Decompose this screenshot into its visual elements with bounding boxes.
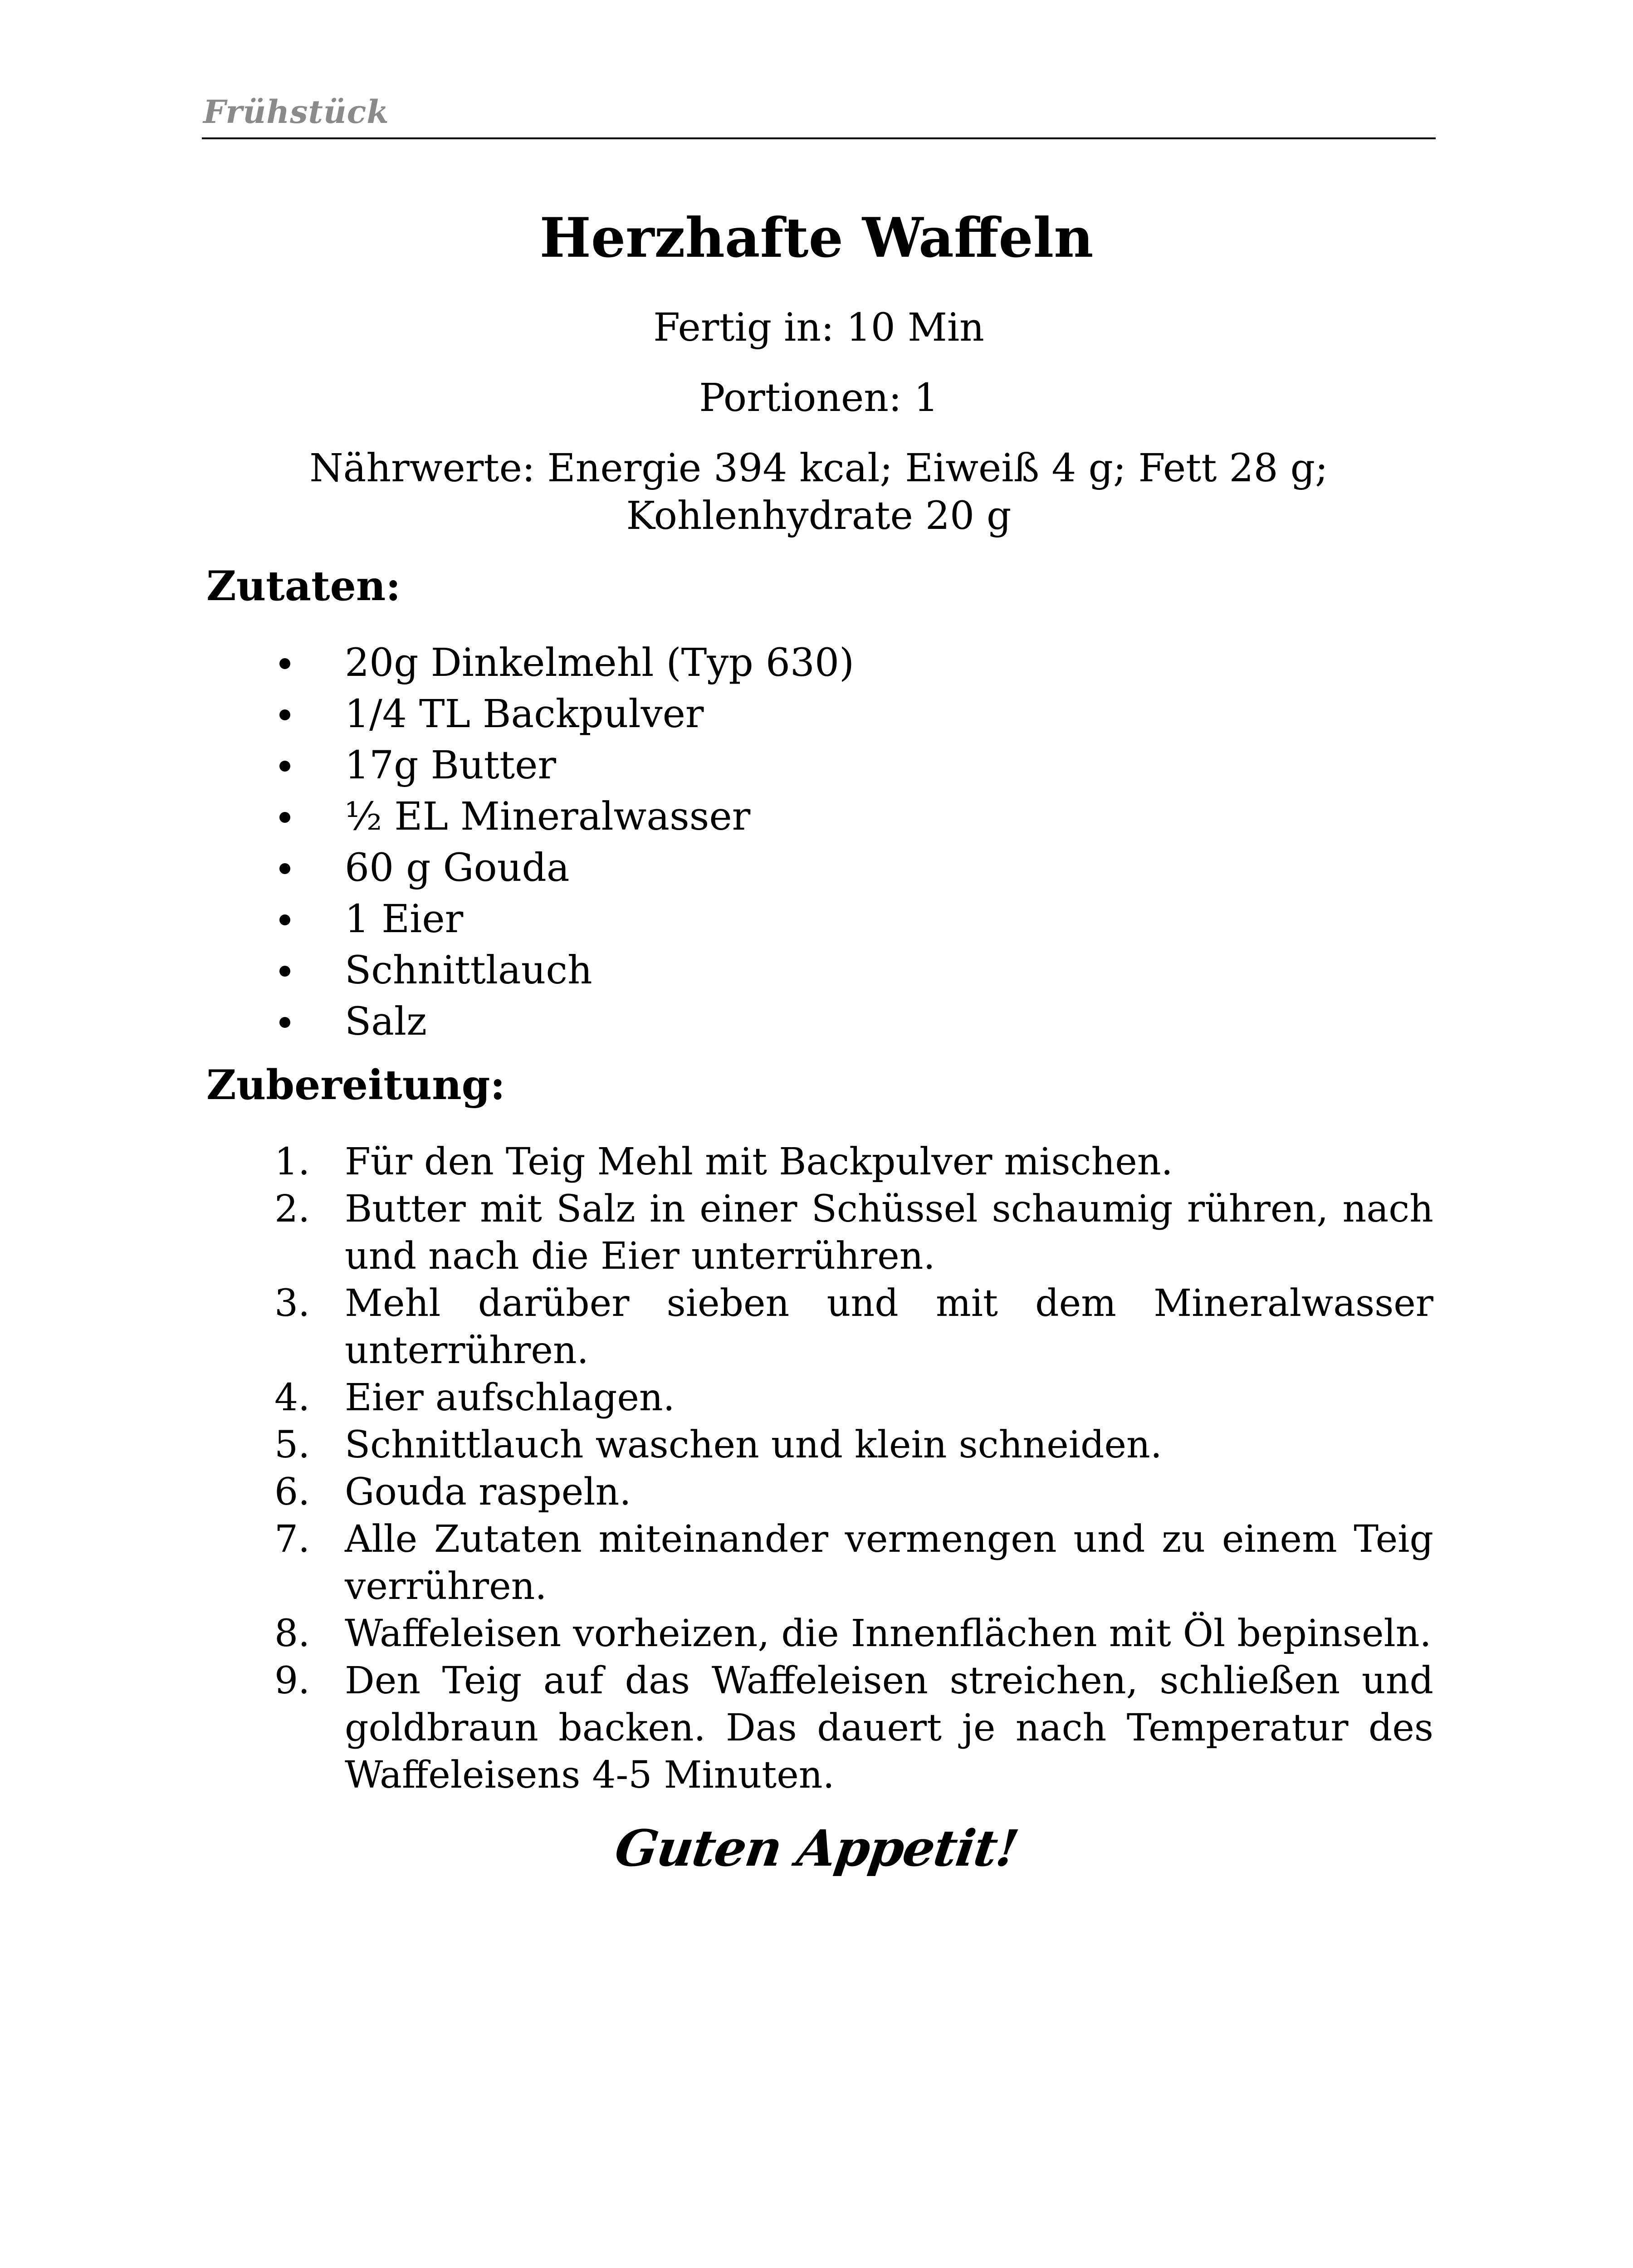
ingredients-list bbox=[254, 637, 854, 1047]
ingredient-item bbox=[254, 637, 854, 689]
step-item bbox=[254, 1374, 1433, 1422]
ingredient-item bbox=[254, 894, 854, 945]
bullet-icon bbox=[279, 863, 290, 874]
step-number: 7. bbox=[274, 1518, 310, 1561]
step-text: Den Teig auf das Waffeleisen streichen, schließen und goldbraun backen. Das dauert je nach Temperatur des Waffeleisens 4-5 Minuten. bbox=[345, 1659, 1433, 1797]
step-item bbox=[254, 1657, 1433, 1799]
bullet-icon bbox=[279, 658, 290, 669]
portions: Portionen: 1 bbox=[699, 376, 939, 420]
ingredient-text: 20g Dinkelmehl (Typ 630) bbox=[345, 640, 855, 685]
ingredient-item bbox=[254, 740, 854, 791]
running-header: Frühstück bbox=[203, 93, 389, 131]
ingredient-text: 17g Butter bbox=[345, 743, 557, 788]
ingredient-text: 1 Eier bbox=[345, 897, 464, 942]
step-item bbox=[254, 1186, 1433, 1280]
preparation-steps bbox=[254, 1139, 1433, 1799]
ingredient-item bbox=[254, 945, 854, 996]
header-rule bbox=[202, 137, 1436, 139]
step-text: Alle Zutaten miteinander vermengen und zu einem Teig verrühren. bbox=[345, 1518, 1433, 1608]
step-text: Butter mit Salz in einer Schüssel schaumig rühren, nach und nach die Eier unterrühren. bbox=[345, 1188, 1433, 1278]
prep-time: Fertig in: 10 Min bbox=[653, 305, 984, 350]
ingredient-text: Schnittlauch bbox=[345, 948, 592, 993]
ingredient-item bbox=[254, 996, 854, 1047]
step-number: 1. bbox=[274, 1140, 310, 1183]
ingredient-text: 60 g Gouda bbox=[345, 846, 570, 890]
ingredient-item bbox=[254, 689, 854, 740]
recipe-title: Herzhafte Waffeln bbox=[539, 206, 1094, 270]
ingredient-item bbox=[254, 842, 854, 894]
bullet-icon bbox=[279, 812, 290, 823]
ingredients-heading: Zutaten: bbox=[206, 562, 401, 610]
step-text: Eier aufschlagen. bbox=[345, 1376, 675, 1419]
bullet-icon bbox=[279, 966, 290, 977]
step-number: 3. bbox=[274, 1282, 310, 1325]
bullet-icon bbox=[279, 709, 290, 720]
bullet-icon bbox=[279, 761, 290, 772]
step-item bbox=[254, 1469, 1433, 1516]
step-text: Gouda raspeln. bbox=[345, 1471, 631, 1514]
step-item bbox=[254, 1610, 1433, 1657]
ingredient-text: 1/4 TL Backpulver bbox=[345, 692, 704, 737]
ingredient-text: ½ EL Mineralwasser bbox=[345, 794, 751, 839]
step-text: Für den Teig Mehl mit Backpulver mischen. bbox=[345, 1140, 1173, 1183]
step-item bbox=[254, 1516, 1433, 1610]
closing-greeting: Guten Appetit! bbox=[611, 1819, 1022, 1877]
bullet-icon bbox=[279, 1017, 290, 1028]
preparation-heading: Zubereitung: bbox=[206, 1061, 505, 1109]
step-number: 5. bbox=[274, 1423, 310, 1466]
step-number: 4. bbox=[274, 1376, 310, 1419]
step-number: 2. bbox=[274, 1188, 310, 1231]
step-number: 6. bbox=[274, 1471, 310, 1514]
step-item bbox=[254, 1139, 1433, 1186]
ingredient-item bbox=[254, 791, 854, 842]
step-item bbox=[254, 1280, 1433, 1374]
nutrition-facts bbox=[202, 445, 1436, 540]
nutrition-line-1: Nährwerte: Energie 394 kcal; Eiweiß 4 g; Fett 28 g; bbox=[309, 446, 1328, 491]
step-text: Mehl darüber sieben und mit dem Mineralwasser unterrühren. bbox=[345, 1282, 1433, 1372]
step-text: Schnittlauch waschen und klein schneiden. bbox=[345, 1423, 1162, 1466]
step-item bbox=[254, 1422, 1433, 1469]
nutrition-line-2: Kohlenhydrate 20 g bbox=[626, 494, 1012, 538]
step-number: 9. bbox=[274, 1659, 310, 1702]
ingredient-text: Salz bbox=[345, 999, 427, 1044]
step-number: 8. bbox=[274, 1612, 310, 1655]
step-text: Waffeleisen vorheizen, die Innenflächen mit Öl bepinseln. bbox=[345, 1612, 1432, 1655]
bullet-icon bbox=[279, 914, 290, 925]
